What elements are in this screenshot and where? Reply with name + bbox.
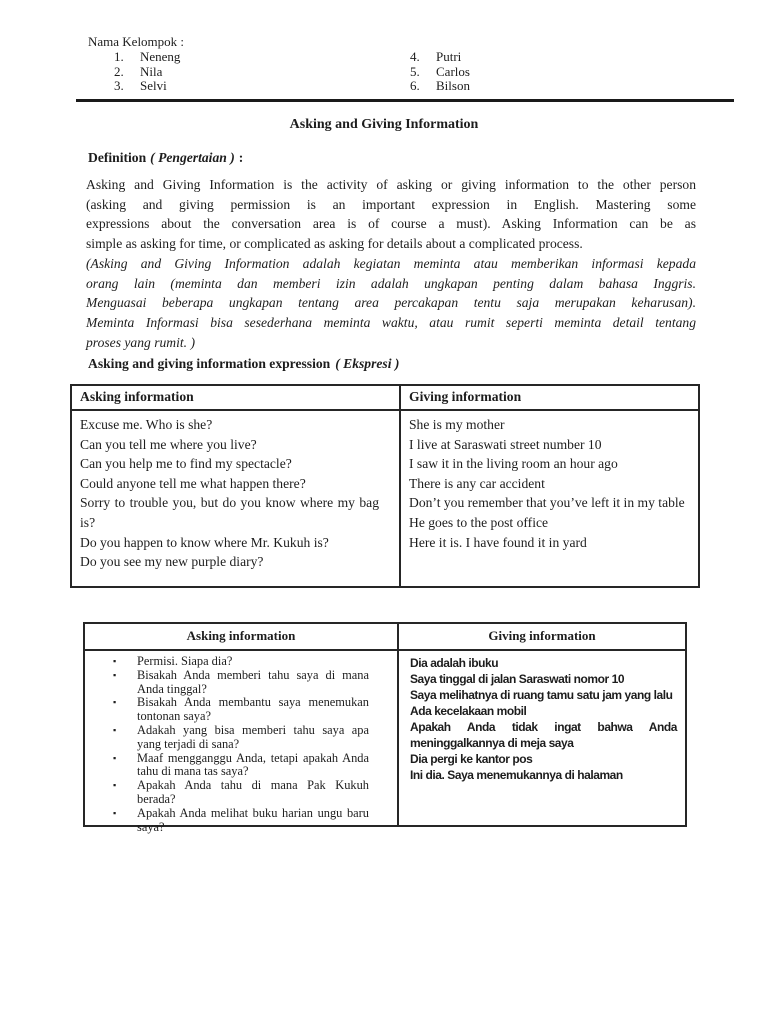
member-number: 4. [410, 49, 420, 64]
definition-paragraph-indonesian [86, 254, 696, 353]
member-row [114, 65, 180, 80]
definition-heading-text: Definition [88, 150, 147, 165]
bullet-item: ▪ Bisakah Anda memberi tahu saya di mana Anda tinggal? [85, 669, 369, 697]
expression-table-indonesian [83, 622, 687, 834]
document-title: Asking and Giving Information [289, 117, 479, 132]
table-line: Do you see my new purple diary? [80, 554, 264, 570]
table-header-giving: Giving information [397, 624, 685, 649]
table-body-row [85, 651, 685, 834]
expression-heading-italic: ( Ekspresi ) [335, 356, 400, 371]
table-line: Can you tell me where you live? [80, 436, 257, 452]
bullet-item: ▪ Permisi. Siapa dia? [85, 655, 369, 669]
table-line: I saw it in the living room an hour ago [409, 456, 618, 472]
member-row [114, 50, 180, 65]
member-number: 2. [114, 63, 124, 79]
member-row [114, 79, 180, 94]
member-name: Bilson [436, 78, 470, 94]
giving-information-cell [397, 651, 685, 825]
table-header-asking: Asking information [80, 389, 194, 404]
giving-information-cell [399, 411, 698, 586]
member-name: Neneng [140, 49, 181, 64]
table-line: I live at Saraswati street number 10 [409, 436, 602, 452]
table-line: She is my mother [409, 417, 505, 432]
table-body-row [72, 411, 698, 586]
table-line: Ini dia. Saya menemukannya di halaman [410, 768, 623, 782]
asking-information-cell [85, 651, 397, 834]
member-name: Carlos [436, 63, 470, 79]
member-row [410, 50, 470, 65]
asking-bullet-list [85, 651, 397, 834]
table-line: Dia adalah ibuku [410, 656, 499, 670]
table-line: He goes to the post office [409, 514, 549, 530]
member-name: Selvi [140, 78, 167, 94]
bullet-item: ▪ Bisakah Anda membantu saya menemukan tontonan saya? [85, 696, 369, 724]
paragraph-line: Meminta Informasi bisa sesederhana meminta waktu, atau rumit seperti meminta detail tentang [86, 315, 696, 331]
table-line: Dia pergi ke kantor pos [410, 752, 533, 766]
member-number: 5. [410, 63, 420, 79]
group-names-label: Nama Kelompok : [88, 34, 185, 49]
expression-heading [88, 356, 399, 372]
paragraph-line: orang lain (meminta dan memberi izin adalah ungkapan penting dalam bahasa Inggris. [86, 275, 696, 291]
bullet-item: ▪ Maaf mengganggu Anda, tetapi apakah Anda tahu di mana tas saya? [85, 752, 369, 780]
table-header-asking: Asking information [186, 628, 296, 643]
definition-heading [88, 150, 243, 166]
definition-heading-colon: : [238, 150, 244, 165]
expression-table-english [70, 384, 700, 588]
definition-heading-italic: ( Pengertaian ) [150, 150, 235, 165]
member-number: 3. [114, 78, 124, 94]
paragraph-line: proses yang rumit. ) [86, 334, 195, 350]
member-name: Nila [140, 63, 163, 79]
table-line: Saya melihatnya di ruang tamu satu jam yang lalu [410, 688, 673, 702]
table-line: Do you happen to know where Mr. Kukuh is? [80, 534, 329, 550]
member-list-right [410, 50, 470, 94]
paragraph-line: expressions about the conversation area is of course a must). Asking Information can be as [86, 216, 696, 232]
table-line: Can you help me to find my spectacle? [80, 456, 292, 472]
table-line: Sorry to trouble you, but do you know where my bag is? [80, 495, 379, 530]
table-header-giving: Giving information [399, 386, 698, 409]
table-header-row [72, 386, 698, 411]
asking-information-cell [72, 411, 399, 586]
definition-paragraph-english [86, 175, 696, 254]
bullet-item: ▪ Adakah yang bisa memberi tahu saya apa yang terjadi di sana? [85, 724, 369, 752]
table-line: Excuse me. Who is she? [80, 417, 213, 432]
horizontal-rule [76, 99, 734, 102]
member-number: 6. [410, 78, 420, 94]
member-number: 1. [114, 49, 124, 64]
table-line: There is any car accident [409, 475, 545, 491]
table-header-row [85, 624, 685, 651]
table-line: Don’t you remember that you’ve left it in my table [409, 495, 685, 511]
expression-heading-text: Asking and giving information expression [88, 356, 331, 371]
table-line: Could anyone tell me what happen there? [80, 475, 306, 491]
paragraph-line: (Asking and Giving Information adalah kegiatan meminta atau memberikan informasi kepada [86, 256, 696, 271]
table-line: Ada kecelakaan mobil [410, 704, 527, 718]
member-row [410, 65, 470, 80]
paragraph-line: simple as asking for time, or complicated as asking for details about a complicated process. [86, 236, 583, 252]
member-name: Putri [436, 49, 462, 64]
paragraph-line: (asking and giving permission is an important expression in English. Mastering some [86, 196, 696, 212]
paragraph-line: Asking and Giving Information is the activity of asking or giving information to the other person [86, 177, 696, 192]
paragraph-line: Menguasai beberapa ungkapan tentang area percakapan tentu saja merupakan keharusan). [86, 295, 696, 311]
member-row [410, 79, 470, 94]
member-list-left [114, 50, 180, 94]
table-line: Apakah Anda tidak ingat bahwa Anda meninggalkannya di meja saya [410, 720, 677, 750]
bullet-item: ▪ Apakah Anda tahu di mana Pak Kukuh berada? [85, 779, 369, 807]
bullet-item: ▪ Apakah Anda melihat buku harian ungu baru saya? [85, 807, 369, 835]
table-line: Here it is. I have found it in yard [409, 534, 587, 550]
table-line: Saya tinggal di jalan Saraswati nomor 10 [410, 672, 625, 686]
